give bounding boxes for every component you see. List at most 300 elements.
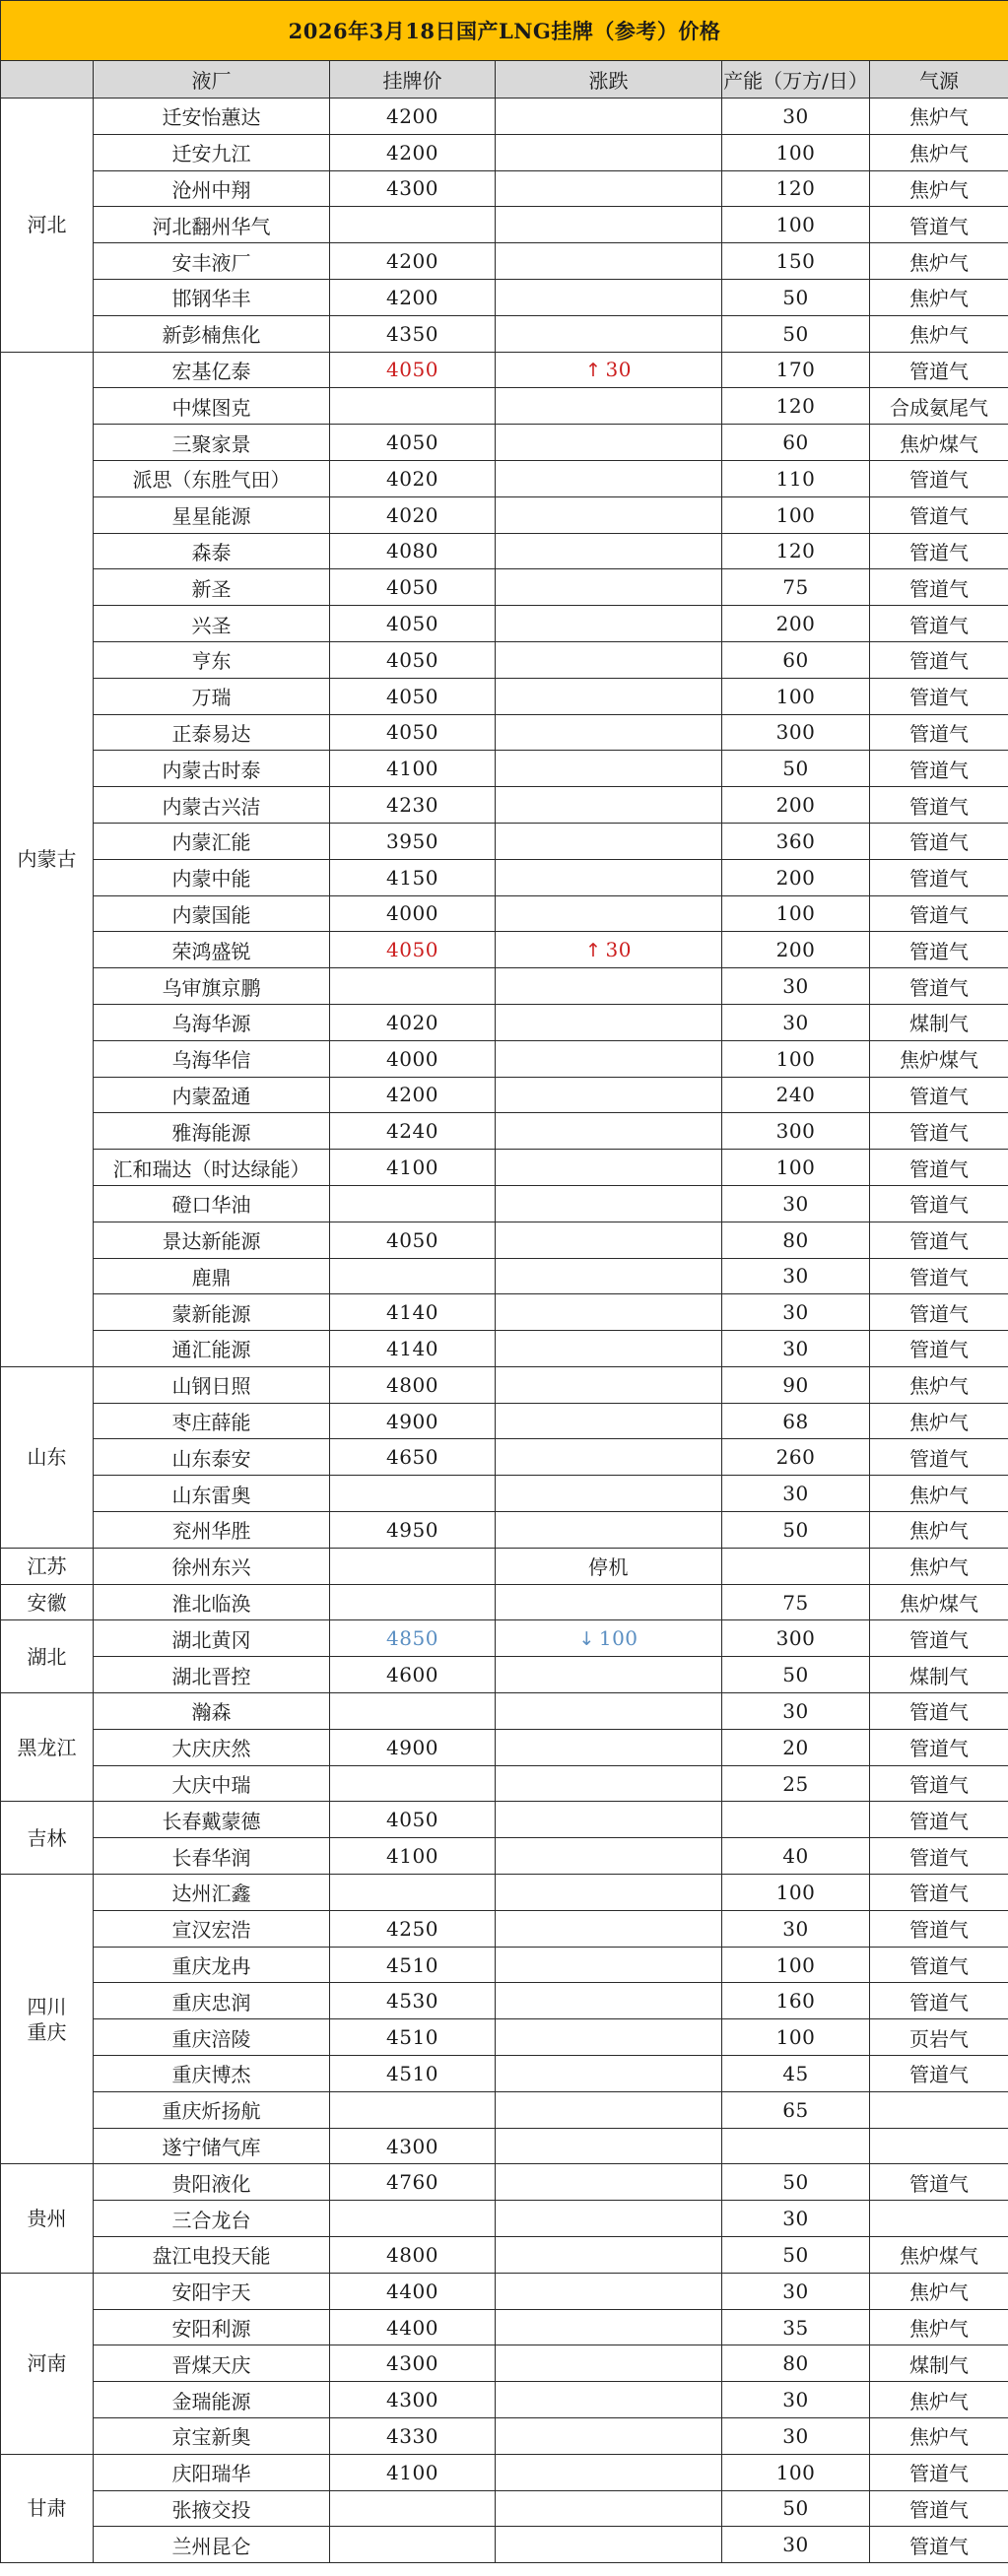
plant-cell: 鹿鼎 [94,1258,330,1294]
plant-cell: 京宝新奥 [94,2418,330,2455]
change-cell [496,1693,722,1730]
plant-cell: 万瑞 [94,678,330,714]
table-row [1,2382,1008,2418]
price-cell: 4900 [330,1403,496,1439]
source-cell [870,2128,1008,2164]
plant-cell: 邯钢华丰 [94,279,330,315]
price-cell: 4100 [330,1838,496,1875]
capacity-cell: 68 [722,1403,870,1439]
table-row [1,641,1008,678]
price-cell: 4950 [330,1512,496,1549]
capacity-cell: 300 [722,1113,870,1150]
price-cell: 4600 [330,1657,496,1693]
price-cell: 3950 [330,823,496,859]
province-cell: 甘肃 [1,2454,94,2562]
table-row [1,1258,1008,1294]
plant-cell: 内蒙古时泰 [94,751,330,787]
source-cell: 焦炉气 [870,315,1008,352]
price-cell: 4200 [330,279,496,315]
change-cell [496,460,722,496]
price-cell: 4800 [330,1366,496,1403]
plant-cell: 乌海华源 [94,1004,330,1040]
change-value: 100 [598,1626,638,1651]
plant-cell: 新圣 [94,569,330,606]
plant-cell: 重庆龙冉 [94,1947,330,1983]
source-cell: 焦炉煤气 [870,1584,1008,1620]
plant-cell: 内蒙中能 [94,859,330,895]
source-cell: 管道气 [870,968,1008,1005]
table-row [1,2309,1008,2345]
change-cell [496,2237,722,2274]
change-cell [496,2309,722,2345]
change-cell [496,2454,722,2490]
capacity-cell: 80 [722,2345,870,2382]
price-cell: 4050 [330,569,496,606]
plant-cell: 瀚森 [94,1693,330,1730]
capacity-cell: 30 [722,1258,870,1294]
source-cell: 管道气 [870,1258,1008,1294]
capacity-cell: 35 [722,2309,870,2345]
source-cell: 管道气 [870,895,1008,932]
plant-cell: 通汇能源 [94,1331,330,1367]
capacity-cell: 50 [722,315,870,352]
plant-cell: 达州汇鑫 [94,1875,330,1911]
price-cell: 4350 [330,315,496,352]
price-cell: 4200 [330,1077,496,1113]
table-row [1,2091,1008,2128]
price-cell: 4000 [330,1040,496,1077]
source-cell: 焦炉气 [870,243,1008,280]
change-cell [496,1729,722,1765]
price-cell: 4510 [330,2056,496,2092]
change-cell [496,1222,722,1258]
header-province [1,61,94,99]
price-cell [330,388,496,425]
table-row [1,569,1008,606]
plant-cell: 宏基亿泰 [94,352,330,388]
capacity-cell: 100 [722,134,870,170]
capacity-cell: 100 [722,678,870,714]
capacity-cell: 40 [722,1838,870,1875]
capacity-cell: 30 [722,1294,870,1331]
source-cell: 管道气 [870,1222,1008,1258]
table-row [1,2056,1008,2092]
price-cell [330,2527,496,2563]
table-row [1,1150,1008,1186]
price-cell [330,1693,496,1730]
source-cell: 管道气 [870,2164,1008,2201]
change-cell [496,968,722,1005]
table-row [1,207,1008,243]
source-cell: 管道气 [870,932,1008,968]
capacity-cell: 30 [722,1004,870,1040]
table-row [1,1222,1008,1258]
price-cell: 4230 [330,787,496,824]
plant-cell: 派思（东胜气田） [94,460,330,496]
capacity-cell: 240 [722,1077,870,1113]
title-row [1,1,1008,61]
price-cell: 4050 [330,641,496,678]
price-cell: 4760 [330,2164,496,2201]
change-cell [496,1910,722,1947]
source-cell: 焦炉气 [870,1403,1008,1439]
province-cell: 河北 [1,99,94,353]
source-cell: 管道气 [870,2490,1008,2527]
capacity-cell: 100 [722,496,870,533]
source-cell: 管道气 [870,533,1008,569]
plant-cell: 山东泰安 [94,1439,330,1476]
table-row [1,2237,1008,2274]
price-cell [330,1548,496,1584]
source-cell: 管道气 [870,1185,1008,1222]
source-cell: 煤制气 [870,1657,1008,1693]
change-cell [496,533,722,569]
province-cell: 黑龙江 [1,1693,94,1802]
plant-cell: 内蒙汇能 [94,823,330,859]
capacity-cell: 200 [722,787,870,824]
capacity-cell: 200 [722,932,870,968]
plant-cell: 湖北黄冈 [94,1620,330,1657]
source-cell [870,2201,1008,2237]
capacity-cell: 100 [722,2454,870,2490]
source-cell: 页岩气 [870,2019,1008,2056]
source-cell: 管道气 [870,823,1008,859]
price-cell [330,1185,496,1222]
price-cell: 4080 [330,533,496,569]
source-cell: 焦炉气 [870,99,1008,135]
table-row [1,895,1008,932]
price-cell: 4200 [330,99,496,135]
table-row [1,460,1008,496]
table-body [1,99,1008,2563]
price-cell: 4150 [330,859,496,895]
plant-cell: 沧州中翔 [94,170,330,207]
source-cell: 焦炉煤气 [870,1040,1008,1077]
plant-cell: 景达新能源 [94,1222,330,1258]
plant-cell: 盘江电投天能 [94,2237,330,2274]
plant-cell: 森泰 [94,533,330,569]
source-cell: 焦炉气 [870,1548,1008,1584]
capacity-cell: 80 [722,1222,870,1258]
header-plant: 液厂 [94,61,330,99]
capacity-cell: 120 [722,170,870,207]
price-cell: 4020 [330,1004,496,1040]
table-row [1,968,1008,1005]
plant-cell: 大庆中瑞 [94,1765,330,1802]
capacity-cell: 20 [722,1729,870,1765]
capacity-cell: 50 [722,1512,870,1549]
price-cell: 4200 [330,243,496,280]
price-cell: 4510 [330,2019,496,2056]
capacity-cell: 50 [722,2164,870,2201]
table-row [1,1802,1008,1838]
table-row [1,932,1008,968]
change-cell [496,1258,722,1294]
plant-cell: 迁安九江 [94,134,330,170]
table-row [1,1439,1008,1476]
capacity-cell: 50 [722,1657,870,1693]
plant-cell: 山东雷奥 [94,1476,330,1512]
capacity-cell: 30 [722,2273,870,2309]
capacity-cell: 75 [722,569,870,606]
change-cell [496,1366,722,1403]
change-cell [496,1403,722,1439]
table-row [1,1040,1008,1077]
change-cell [496,1584,722,1620]
price-cell: 4300 [330,2345,496,2382]
capacity-cell: 60 [722,425,870,461]
plant-cell: 重庆炘扬航 [94,2091,330,2128]
change-cell [496,1077,722,1113]
capacity-cell: 100 [722,2019,870,2056]
change-cell [496,352,722,388]
capacity-cell: 30 [722,99,870,135]
plant-cell: 长春戴蒙德 [94,1802,330,1838]
plant-cell: 三合龙台 [94,2201,330,2237]
capacity-cell [722,1548,870,1584]
change-cell [496,388,722,425]
price-cell: 4050 [330,932,496,968]
arrow-up-icon: ↑ [585,360,602,382]
source-cell: 焦炉气 [870,1366,1008,1403]
source-cell: 管道气 [870,496,1008,533]
table-row [1,1512,1008,1549]
table-row [1,751,1008,787]
table-row [1,170,1008,207]
table-row [1,787,1008,824]
plant-cell: 内蒙古兴洁 [94,787,330,824]
price-cell: 4050 [330,352,496,388]
plant-cell: 张掖交投 [94,2490,330,2527]
table-row [1,99,1008,135]
source-cell: 管道气 [870,641,1008,678]
price-cell: 4050 [330,1222,496,1258]
province-cell: 湖北 [1,1620,94,1693]
plant-cell: 荣鸿盛锐 [94,932,330,968]
capacity-cell: 30 [722,1693,870,1730]
change-cell [496,895,722,932]
price-cell: 4140 [330,1331,496,1367]
change-cell [496,2527,722,2563]
change-cell [496,1802,722,1838]
table-row [1,2527,1008,2563]
source-cell: 管道气 [870,1983,1008,2019]
price-cell [330,968,496,1005]
capacity-cell: 100 [722,1875,870,1911]
province-cell: 安徽 [1,1584,94,1620]
capacity-cell: 50 [722,751,870,787]
change-cell [496,315,722,352]
table-row [1,714,1008,751]
capacity-cell [722,1802,870,1838]
change-cell [496,1838,722,1875]
plant-cell: 重庆涪陵 [94,2019,330,2056]
capacity-cell: 30 [722,1331,870,1367]
header-row [1,61,1008,99]
change-cell [496,1512,722,1549]
capacity-cell: 160 [722,1983,870,2019]
change-cell [496,99,722,135]
header-change: 涨跌 [496,61,722,99]
table-row [1,2201,1008,2237]
province-cell: 吉林 [1,1802,94,1875]
capacity-cell: 30 [722,1476,870,1512]
capacity-cell: 30 [722,2527,870,2563]
price-cell [330,2490,496,2527]
source-cell: 管道气 [870,606,1008,642]
change-cell: 停机 [496,1548,722,1584]
table-row [1,1620,1008,1657]
capacity-cell: 120 [722,533,870,569]
source-cell: 焦炉气 [870,2382,1008,2418]
change-cell [496,2273,722,2309]
change-cell [496,496,722,533]
change-cell [496,279,722,315]
plant-cell: 乌审旗京鹏 [94,968,330,1005]
province-cell: 江苏 [1,1548,94,1584]
plant-cell: 内蒙盈通 [94,1077,330,1113]
price-cell: 4050 [330,1802,496,1838]
capacity-cell: 65 [722,2091,870,2128]
change-cell [496,2019,722,2056]
capacity-cell: 50 [722,2490,870,2527]
price-cell: 4530 [330,1983,496,2019]
price-cell: 4300 [330,2382,496,2418]
plant-cell: 金瑞能源 [94,2382,330,2418]
price-cell: 4000 [330,895,496,932]
price-cell: 4650 [330,1439,496,1476]
capacity-cell: 30 [722,1910,870,1947]
price-cell: 4300 [330,170,496,207]
change-cell [496,1150,722,1186]
source-cell: 焦炉气 [870,170,1008,207]
capacity-cell: 110 [722,460,870,496]
table-row [1,1366,1008,1403]
source-cell: 管道气 [870,2527,1008,2563]
plant-cell: 淮北临涣 [94,1584,330,1620]
table-row [1,859,1008,895]
table-row [1,243,1008,280]
plant-cell: 汇和瑞达（时达绿能） [94,1150,330,1186]
plant-cell: 大庆庆然 [94,1729,330,1765]
table-row [1,1185,1008,1222]
price-cell [330,2091,496,2128]
capacity-cell: 75 [722,1584,870,1620]
price-cell: 4300 [330,2128,496,2164]
capacity-cell: 300 [722,714,870,751]
price-cell: 4100 [330,751,496,787]
price-cell: 4050 [330,606,496,642]
plant-cell: 安丰液厂 [94,243,330,280]
price-cell: 4250 [330,1910,496,1947]
plant-cell: 安阳利源 [94,2309,330,2345]
table-row [1,1331,1008,1367]
plant-cell: 新彭楠焦化 [94,315,330,352]
table-row [1,2128,1008,2164]
price-cell: 4100 [330,2454,496,2490]
table-row [1,2273,1008,2309]
table-row [1,352,1008,388]
price-cell [330,1584,496,1620]
province-cell: 河南 [1,2273,94,2454]
price-cell: 4800 [330,2237,496,2274]
price-cell: 4400 [330,2309,496,2345]
change-cell [496,1439,722,1476]
table-row [1,1584,1008,1620]
source-cell: 管道气 [870,1620,1008,1657]
capacity-cell: 260 [722,1439,870,1476]
change-cell [496,859,722,895]
change-cell [496,569,722,606]
change-cell [496,932,722,968]
price-cell: 4240 [330,1113,496,1150]
province-cell: 内蒙古 [1,352,94,1366]
change-cell [496,1476,722,1512]
source-cell: 焦炉气 [870,279,1008,315]
capacity-cell: 100 [722,1947,870,1983]
province-cell: 贵州 [1,2164,94,2273]
table-row [1,1113,1008,1150]
plant-cell: 河北翻州华气 [94,207,330,243]
table-row [1,279,1008,315]
table-row [1,2418,1008,2455]
source-cell: 焦炉气 [870,134,1008,170]
source-cell: 焦炉气 [870,2418,1008,2455]
table-row [1,678,1008,714]
table-row [1,2164,1008,2201]
source-cell: 管道气 [870,1150,1008,1186]
source-cell: 管道气 [870,2056,1008,2092]
capacity-cell: 100 [722,895,870,932]
change-cell [496,823,722,859]
price-cell [330,1875,496,1911]
price-cell [330,1765,496,1802]
plant-cell: 安阳宇天 [94,2273,330,2309]
plant-cell: 三聚家景 [94,425,330,461]
source-cell: 合成氨尾气 [870,388,1008,425]
capacity-cell: 200 [722,606,870,642]
source-cell: 焦炉气 [870,2273,1008,2309]
price-cell: 4050 [330,425,496,461]
change-cell [496,1185,722,1222]
change-cell [496,2201,722,2237]
plant-cell: 内蒙国能 [94,895,330,932]
table-row [1,1548,1008,1584]
plant-cell: 磴口华油 [94,1185,330,1222]
source-cell: 焦炉气 [870,1512,1008,1549]
source-cell: 管道气 [870,714,1008,751]
plant-cell: 庆阳瑞华 [94,2454,330,2490]
change-cell [496,1004,722,1040]
table-row [1,1294,1008,1331]
table-row [1,1875,1008,1911]
change-cell [496,170,722,207]
capacity-cell: 150 [722,243,870,280]
province-cell: 四川 重庆 [1,1875,94,2164]
source-cell: 管道气 [870,678,1008,714]
capacity-cell: 30 [722,2418,870,2455]
plant-cell: 亨东 [94,641,330,678]
table-row [1,1838,1008,1875]
plant-cell: 贵阳液化 [94,2164,330,2201]
table-title: 2026年3月18日国产LNG挂牌（参考）价格 [1,1,1008,61]
capacity-cell: 360 [722,823,870,859]
change-cell [496,1657,722,1693]
change-cell [496,714,722,751]
source-cell: 管道气 [870,1729,1008,1765]
table-row [1,2454,1008,2490]
change-cell [496,1294,722,1331]
